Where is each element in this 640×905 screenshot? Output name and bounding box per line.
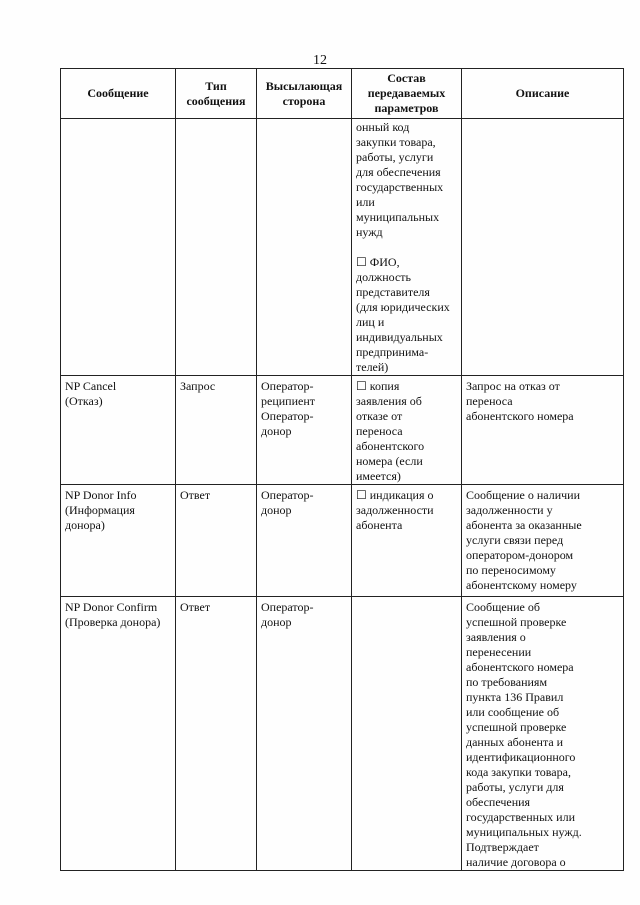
cell-description: Сообщение об успешной проверке заявления о перенесении абонентского номера по требованиям пункта 136 Правил или сообщение об успешной проверке данных абонента и идентификационного кода закупки товара, работы, услуги для обеспечения государственных или муниципальных нужд. Подтверждает наличие договора о [462, 597, 624, 871]
cell-parameters: ☐ индикация о задолженности абонента [352, 485, 462, 597]
cell-parameters [352, 597, 462, 871]
cell-type: Ответ [176, 597, 257, 871]
messages-table [60, 68, 624, 871]
table-row [61, 119, 624, 376]
header-description: Описание [462, 69, 624, 119]
cell-type: Ответ [176, 485, 257, 597]
cell-description [462, 119, 624, 376]
cell-message: NP Cancel (Отказ) [61, 376, 176, 485]
header-sender: Высылающая сторона [257, 69, 352, 119]
cell-description: Сообщение о наличии задолженности у абонента за оказанные услуги связи перед оператором-донором по переносимому абонентскому номеру [462, 485, 624, 597]
cell-sender: Оператор- донор [257, 597, 352, 871]
cell-type [176, 119, 257, 376]
cell-sender: Оператор- реципиент Оператор- донор [257, 376, 352, 485]
header-message: Сообщение [61, 69, 176, 119]
header-type: Тип сообщения [176, 69, 257, 119]
cell-sender [257, 119, 352, 376]
cell-description: Запрос на отказ от переноса абонентского номера [462, 376, 624, 485]
table-row [61, 485, 624, 597]
table-header-row [61, 69, 624, 119]
table-row [61, 376, 624, 485]
cell-parameters: ☐ копия заявления об отказе от переноса абонентского номера (если имеется) [352, 376, 462, 485]
page-number: 12 [313, 53, 327, 68]
cell-message: NP Donor Confirm (Проверка донора) [61, 597, 176, 871]
table-row [61, 597, 624, 871]
header-parameters: Состав передаваемых параметров [352, 69, 462, 119]
cell-message [61, 119, 176, 376]
cell-parameters: онный код закупки товара, работы, услуги для обеспечения государственных или муниципальных нужд ☐ ФИО, должность представителя (для юридических лиц и индивидуальных предпринима- телей) [352, 119, 462, 376]
cell-sender: Оператор- донор [257, 485, 352, 597]
cell-type: Запрос [176, 376, 257, 485]
cell-message: NP Donor Info (Информация донора) [61, 485, 176, 597]
